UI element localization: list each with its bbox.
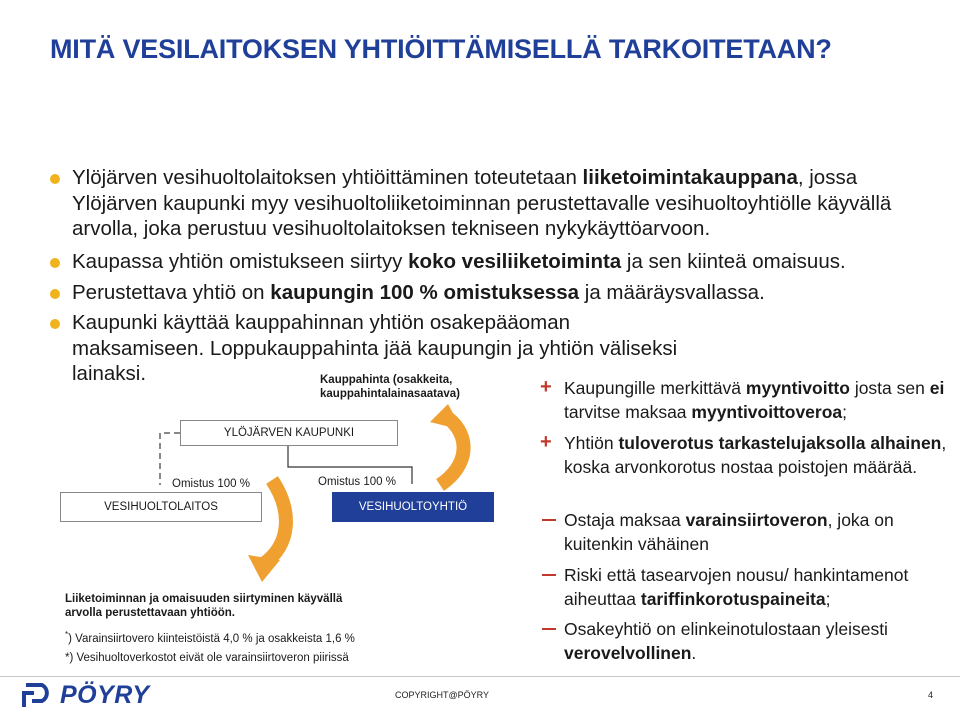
- poyry-logo: [20, 681, 170, 709]
- transfer-arrow-icon: [262, 480, 286, 565]
- utility-box: [60, 492, 262, 522]
- right-bullet-bold: tuloverotus tarkastelujaksolla alhainen: [618, 433, 942, 453]
- logo-text: PÖYRY: [60, 681, 150, 709]
- bullet-text: Kaupunki käyttää kauppahinnan yhtiön osakepääoman maksamiseen. Loppukauppahinta jää kaupungin ja yhtiön väliseksi lainaksi.: [72, 311, 678, 385]
- right-bullet-text: josta sen: [849, 378, 930, 398]
- footnote-1: [65, 628, 355, 646]
- right-bullet-text: , joka on kuitenkin vähäinen: [564, 510, 894, 554]
- bullet-text: , jossa Ylöjärven kaupunki myy vesihuoltoliiketoiminnan perustettavalle vesihuoltoyhtiölle käyvällä arvolla, joka perustuu vesihuoltolaitoksen tekniseen nykykäyttöarvoon.: [72, 166, 892, 240]
- footnote-1-text: ) Varainsiirtovero kiinteistöistä 4,0 % ja osakkeista 1,6 %: [68, 632, 355, 645]
- right-bullet-1: [540, 376, 950, 424]
- footnote-star: *: [65, 630, 69, 639]
- bullet-dot-icon: [50, 258, 60, 268]
- transfer-note: [65, 592, 342, 620]
- minus-icon: [542, 574, 556, 576]
- right-bullet-bold: tariffinkorotuspaineita: [640, 589, 826, 609]
- page-number: 4: [928, 690, 934, 700]
- minus-icon: [542, 628, 556, 630]
- ownership-right-label: Omistus 100 %: [318, 476, 396, 488]
- bullet-text: ja määräysvallassa.: [579, 281, 765, 304]
- right-bullet-2: [540, 431, 950, 479]
- utility-box-label: VESIHUOLTOLAITOS: [104, 501, 218, 513]
- bullet-2: [50, 249, 930, 275]
- footnote-2: *) Vesihuoltoverkostot eivät ole varainsiirtoveron piirissä: [65, 652, 349, 664]
- bullet-dot-icon: [50, 289, 60, 299]
- footer-divider: [0, 676, 960, 677]
- minus-icon: [542, 519, 556, 521]
- right-bullet-bold: myyntivoitto: [745, 378, 850, 398]
- purchase-price-label: [320, 373, 460, 401]
- bullet-text: ja sen kiinteä omaisuus.: [621, 250, 846, 273]
- right-bullet-text: .: [691, 643, 697, 663]
- bullet-bold: liiketoimintakauppana: [582, 166, 798, 189]
- right-bullet-bold: ei: [929, 378, 945, 398]
- transfer-note-line1: Liiketoiminnan ja omaisuuden siirtyminen käyvällä: [65, 593, 343, 605]
- bullet-3: [50, 280, 930, 306]
- page-title: MITÄ VESILAITOKSEN YHTIÖITTÄMISELLÄ TARKOITETAAN?: [50, 34, 832, 64]
- right-bullet-text: Ostaja maksaa: [564, 510, 686, 530]
- plus-icon: +: [540, 431, 552, 453]
- purchase-price-line2: kauppahintalainasaatava): [320, 388, 460, 400]
- city-box-label: YLÖJÄRVEN KAUPUNKI: [223, 427, 355, 439]
- ownership-left-label: Omistus 100 %: [172, 478, 250, 490]
- copyright-text: COPYRIGHT@PÖYRY: [395, 690, 489, 700]
- bullet-text: Ylöjärven vesihuoltolaitoksen yhtiöittäminen toteutetaan: [72, 166, 583, 189]
- right-bullet-bold: verovelvollinen: [564, 643, 692, 663]
- bullet-1: [50, 165, 930, 242]
- right-bullet-text: ;: [825, 589, 831, 609]
- company-box-label: VESIHUOLTOYHTIÖ: [358, 501, 468, 513]
- right-bullet-bold: myyntivoittoveroa: [691, 402, 843, 422]
- bullet-text: Kaupassa yhtiön omistukseen siirtyy: [72, 250, 409, 273]
- right-bullet-text: ;: [842, 402, 848, 422]
- right-bullet-text: Osakeyhtiö on elinkeinotulostaan yleisesti: [564, 619, 888, 639]
- city-box: [180, 420, 398, 446]
- right-bullet-5: [540, 617, 950, 665]
- right-bullet-text: , koska arvonkorotus nostaa poistojen määrää.: [564, 433, 947, 477]
- right-bullet-4: [540, 563, 950, 611]
- right-bullet-text: tarvitse maksaa: [564, 402, 692, 422]
- transfer-note-line2: arvolla perustettavaan yhtiöön.: [65, 607, 235, 619]
- bullet-bold: kaupungin 100 % omistuksessa: [270, 281, 580, 304]
- poyry-logo-icon: [20, 681, 54, 709]
- right-bullet-3: [540, 508, 950, 556]
- purchase-price-line1: Kauppahinta (osakkeita,: [320, 374, 453, 386]
- bullet-dot-icon: [50, 319, 60, 329]
- company-box: [332, 492, 494, 522]
- bullet-dot-icon: [50, 174, 60, 184]
- right-bullet-bold: varainsiirtoveron: [685, 510, 828, 530]
- right-bullet-text: Riski että tasearvojen nousu/ hankintamenot aiheuttaa: [564, 565, 909, 609]
- right-bullet-text: Kaupungille merkittävä: [564, 378, 746, 398]
- plus-icon: +: [540, 376, 552, 398]
- right-bullet-text: Yhtiön: [564, 433, 619, 453]
- bullet-bold: koko vesiliiketoiminta: [408, 250, 622, 273]
- bullet-text: Perustettava yhtiö on: [72, 281, 271, 304]
